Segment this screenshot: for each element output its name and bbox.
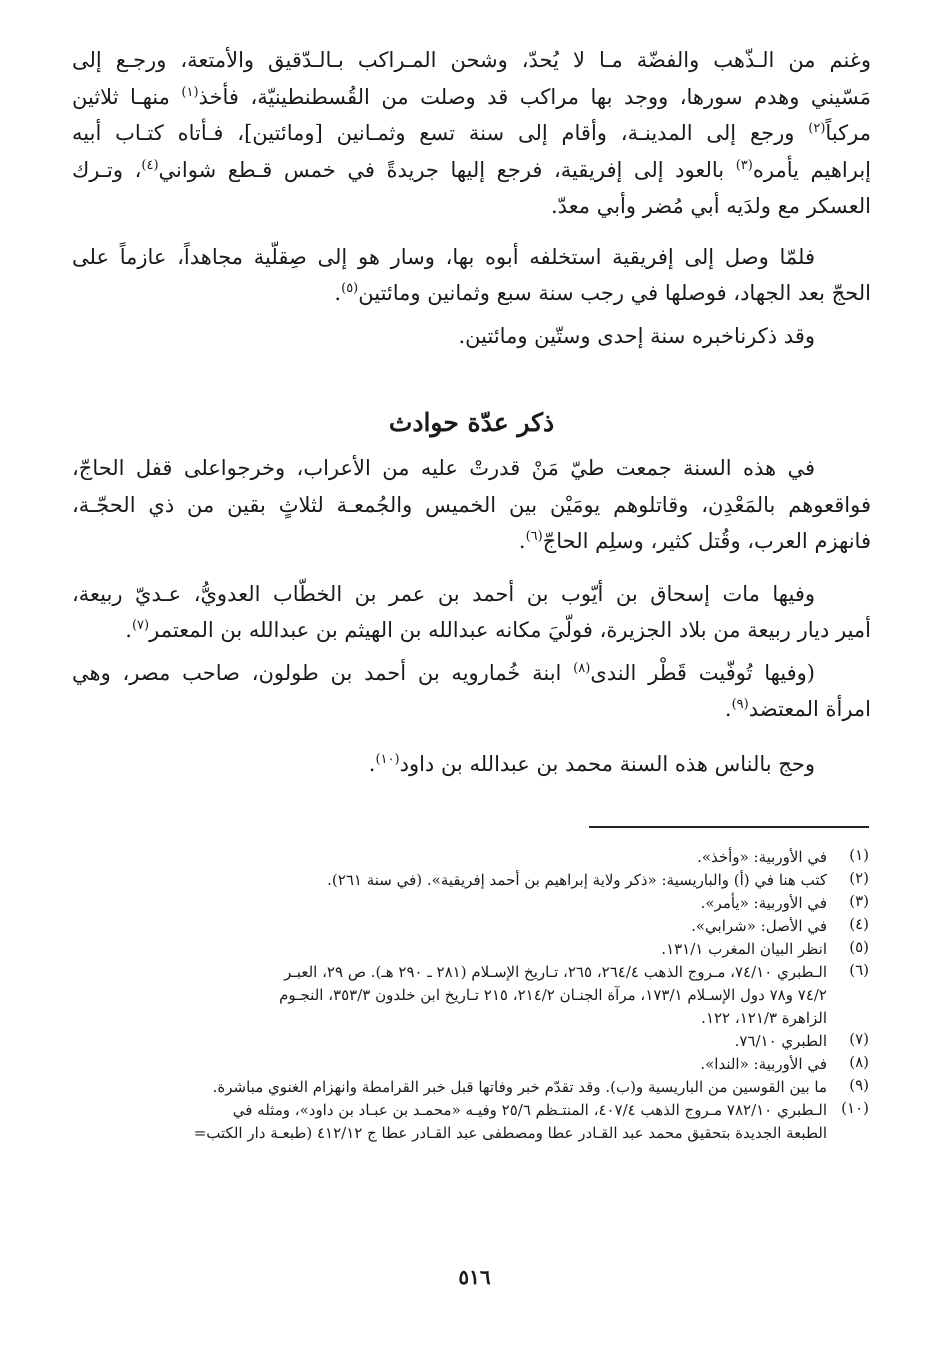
footnote-number: (٤) bbox=[849, 915, 869, 933]
footnote bbox=[72, 961, 879, 1030]
footnote-number: (٢) bbox=[849, 869, 869, 887]
footnote-number: (١٠) bbox=[841, 1099, 869, 1117]
footnote-text bbox=[72, 915, 827, 938]
footnote-marker: (٥) bbox=[341, 281, 359, 296]
footnote bbox=[72, 869, 879, 892]
text-line bbox=[72, 42, 871, 79]
text-segment: فواقعوهم بالمَعْدِن، وقاتلوهم يومَيْن بين الخميس والجُمعـة لثلاثٍ بقين من ذي الحجّـة، bbox=[72, 492, 871, 517]
text-segment: الحجّ بعد الجهاد، فوصلها في رجب سنة سبع وثمانين ومائتين bbox=[358, 281, 871, 305]
footnote-marker: (٨) bbox=[573, 660, 591, 676]
text-segment: . bbox=[368, 751, 376, 776]
footnote-marker: (٧) bbox=[131, 618, 150, 633]
text-line bbox=[72, 275, 871, 312]
text-segment: وفيها مات إسحاق بن أيّوب بن أحمد بن عمر بن الخطّاب العدويُّ، عـديّ ربيعة، bbox=[72, 581, 815, 606]
text-line bbox=[72, 691, 871, 728]
footnote-line: الطبري ٧٦/١٠. bbox=[734, 1032, 827, 1050]
footnote-number: (١) bbox=[849, 846, 869, 864]
text-segment: إبراهيم يأمره bbox=[752, 157, 871, 182]
footnote-separator bbox=[589, 826, 869, 828]
footnote-text bbox=[72, 961, 827, 1030]
footnote-text bbox=[72, 892, 827, 915]
footnote-text bbox=[72, 938, 827, 961]
footnote bbox=[72, 892, 879, 915]
footnote-text bbox=[72, 1099, 827, 1145]
footnote-line: الـطبري ٧٤/١٠، مـروج الذهب ٢٦٤/٤، ٢٦٥، تـاريخ الإسـلام (٢٨١ ـ ٢٩٠ هـ). ص ٢٩، العبـر bbox=[284, 963, 827, 981]
footnote-line: الـطبري ٧٨٢/١٠ مـروج الذهب ٤٠٧/٤، المنتـظم ٢٥/٦ وفيـه «محمـد بن عبـاد بن داود»، ومثله في bbox=[232, 1101, 827, 1119]
footnote-number: (٩) bbox=[849, 1076, 869, 1094]
footnote bbox=[72, 1053, 879, 1076]
footnotes bbox=[72, 846, 879, 1145]
footnote-marker: (٢) bbox=[808, 121, 826, 136]
footnote bbox=[72, 1030, 879, 1053]
footnote-line: كتب هنا في (أ) والباريسية: «ذكر ولاية إبراهيم بن أحمد إفريقية». (في سنة ٢٦١). bbox=[327, 871, 827, 889]
text-line bbox=[72, 487, 871, 524]
text-segment: العسكر مع ولدَيه أبي مُضر وأبي معدّ. bbox=[550, 194, 871, 218]
text-segment: وقد ذكرناخبره سنة إحدى وستّين ومائتين. bbox=[458, 323, 815, 348]
text-line bbox=[72, 655, 871, 692]
text-segment: فانهزم العرب، وقُتل كثير، وسلِم الحاجّ bbox=[542, 529, 871, 553]
footnote-line: في الأوربية: «يأمر». bbox=[700, 894, 827, 912]
footnote-line: في الأصل: «شرابي». bbox=[691, 917, 827, 935]
paragraph bbox=[72, 450, 871, 560]
footnote-text bbox=[72, 1076, 827, 1099]
footnote-line: الزاهرة ١٢١/٣، ١٢٢. bbox=[701, 1009, 827, 1027]
footnote bbox=[72, 1099, 879, 1145]
text-segment: وغنم من الـذّهب والفضّة مـا لا يُحدّ، وشحن المـراكب بـالـدّقيق والأمتعة، ورجـع إلى bbox=[72, 48, 871, 72]
footnote-marker: (١) bbox=[181, 84, 199, 100]
footnote-marker: (٤) bbox=[141, 157, 159, 173]
text-line bbox=[72, 746, 871, 783]
footnote-marker: (١٠) bbox=[375, 751, 400, 767]
text-segment: مركباً bbox=[825, 121, 871, 145]
paragraph bbox=[72, 655, 871, 728]
footnote-marker: (٩) bbox=[731, 697, 749, 712]
text-line bbox=[72, 115, 871, 152]
footnote-number: (٣) bbox=[849, 892, 869, 910]
footnote-line: انظر البيان المغرب ١٣١/١. bbox=[661, 940, 827, 958]
text-segment: ورجع إلى المدينـة، وأقام إلى سنة تسع وثمـانين [ومائتين]، فـأتاه كتـاب أبيه bbox=[72, 121, 809, 145]
page-number: ٥١٦ bbox=[458, 1265, 491, 1289]
text-segment: . bbox=[518, 529, 526, 553]
text-segment: مَسّيني وهدم سورها، ووجد بها مراكب قد وصلت من القُسطنطينيّة، فأخذ bbox=[198, 84, 871, 109]
text-line bbox=[72, 523, 871, 560]
footnote-number: (٥) bbox=[849, 938, 869, 956]
paragraph bbox=[72, 576, 871, 649]
footnote-number: (٧) bbox=[849, 1030, 869, 1048]
footnote-line: الطبعة الجديدة بتحقيق محمد عبد القـادر عطا ومصطفى عبد القـادر عطا ج ٤١٢/١٢ (طبعـة دار الكتب= bbox=[193, 1124, 827, 1142]
text-line bbox=[72, 152, 871, 189]
paragraph bbox=[72, 239, 871, 312]
footnote-text bbox=[72, 1053, 827, 1076]
text-segment: . bbox=[125, 618, 132, 642]
text-line bbox=[72, 318, 871, 355]
text-line bbox=[72, 79, 871, 116]
paragraph bbox=[72, 746, 871, 783]
main-text-part-2 bbox=[72, 450, 871, 782]
text-segment: امرأة المعتضد bbox=[748, 697, 871, 721]
footnote bbox=[72, 915, 879, 938]
text-segment: بالعود إلى إفريقية، فرجع إليها جريدةً في خمس قـطع شواني bbox=[158, 157, 736, 182]
footnote-text bbox=[72, 1030, 827, 1053]
text-segment: في هذه السنة جمعت طيّ مَنْ قدرتْ عليه من الأعراب، وخرجواعلى قفل الحاجّ، bbox=[72, 456, 815, 480]
text-segment: ، وتـرك bbox=[72, 157, 142, 182]
text-segment: . bbox=[724, 697, 732, 721]
paragraph bbox=[72, 318, 871, 355]
text-segment: وحج بالناس هذه السنة محمد بن عبدالله بن داود bbox=[399, 751, 815, 776]
main-text-part-1 bbox=[72, 42, 871, 354]
footnote-line: ٧٤/٢ و٧٨ دول الإسـلام ١٧٣/١، مرآة الجنـان ٢١٤/٢، ٢١٥ تـاريخ ابن خلدون ٣٥٣/٣، النجـوم bbox=[279, 986, 827, 1004]
text-segment: أمير ديار ربيعة من بلاد الجزيرة، فولّيَ مكانه عبدالله بن الهيثم بن عبدالله بن المعتمر bbox=[149, 618, 871, 642]
footnote bbox=[72, 1076, 879, 1099]
footnote-number: (٨) bbox=[849, 1053, 869, 1071]
footnote-line: في الأوربية: «وأخذ». bbox=[697, 848, 827, 866]
footnote-marker: (٦) bbox=[525, 529, 543, 544]
footnote-marker: (٣) bbox=[735, 157, 753, 173]
text-line bbox=[72, 612, 871, 649]
text-segment: منهـا ثلاثين bbox=[72, 84, 182, 109]
text-segment: ابنة خُمارويه بن أحمد بن طولون، صاحب مصر، وهي bbox=[72, 660, 574, 685]
text-line bbox=[72, 450, 871, 487]
text-line bbox=[72, 239, 871, 276]
footnote bbox=[72, 938, 879, 961]
paragraph bbox=[72, 42, 871, 225]
footnote-line: ما بين القوسين من الباريسية و(ب). وقد تقدّم خبر وفاتها قبل خبر القرامطة وانهزام الغنوي مباشرة. bbox=[212, 1078, 827, 1096]
footnote-text bbox=[72, 869, 827, 892]
footnote-line: في الأوربية: «الندا». bbox=[700, 1055, 827, 1073]
text-line bbox=[72, 576, 871, 613]
section-heading: ذكر عدّة حوادث bbox=[388, 408, 555, 437]
footnote-text bbox=[72, 846, 827, 869]
text-segment: فلمّا وصل إلى إفريقية استخلفه أبوه بها، وسار هو إلى صِقلّية مجاهداً، عازماً على bbox=[72, 244, 815, 269]
footnote-number: (٦) bbox=[849, 961, 869, 979]
text-segment: (وفيها تُوفّيت قَطْر الندى bbox=[590, 660, 815, 685]
text-segment: . bbox=[334, 281, 342, 305]
text-line bbox=[72, 188, 871, 225]
footnote bbox=[72, 846, 879, 869]
